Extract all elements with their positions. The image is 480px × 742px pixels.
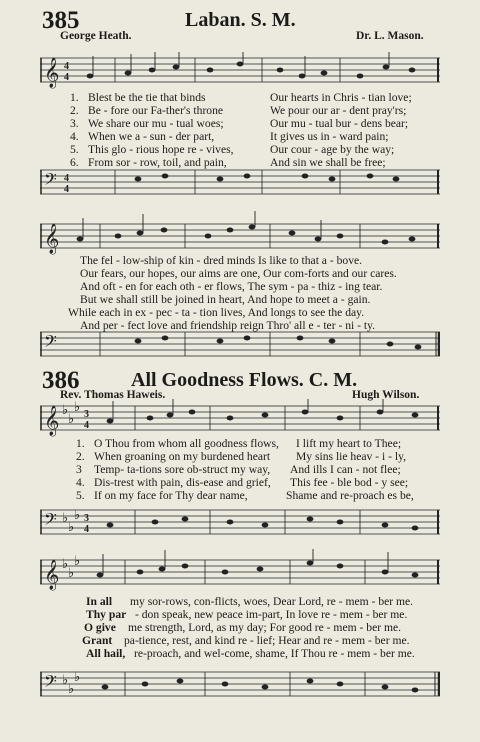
verse-text-second-half: This fee - ble bod - y see; bbox=[290, 476, 409, 489]
svg-text:4: 4 bbox=[64, 61, 69, 72]
verse-text-first-half: O Thou from whom all goodness flows, bbox=[94, 437, 279, 450]
svg-text:3: 3 bbox=[84, 513, 89, 524]
verse-text-first-half: From sor - row, toil, and pain, bbox=[88, 156, 227, 169]
lyricist-credit: Rev. Thomas Haweis. bbox=[60, 389, 166, 401]
verse-lead-words: All hail, bbox=[86, 647, 126, 660]
music-staff-bass bbox=[40, 500, 440, 540]
svg-text:4: 4 bbox=[84, 524, 89, 535]
verse-text: re-proach, and wel-come, shame, If Thou re - mem - ber me. bbox=[134, 647, 415, 660]
verse-text: pa-tience, rest, and kind re - lief; Hear and re - mem - ber me. bbox=[124, 634, 410, 647]
verse-number: 2. bbox=[76, 450, 85, 463]
svg-text:4: 4 bbox=[64, 72, 69, 83]
svg-text:♭: ♭ bbox=[62, 510, 69, 525]
music-staff-bass bbox=[40, 320, 440, 360]
verse-text-first-half: We share our mu - tual woes; bbox=[88, 117, 224, 130]
verse-number: 5. bbox=[76, 489, 85, 502]
music-staff-treble bbox=[40, 50, 440, 90]
svg-text:♭: ♭ bbox=[68, 681, 75, 696]
music-staff-bass bbox=[40, 660, 440, 704]
svg-text:𝄢: 𝄢 bbox=[44, 511, 57, 533]
verse-text: Our fears, our hopes, our aims are one, Our com-forts and our cares. bbox=[80, 267, 397, 280]
verse-text: The fel - low-ship of kin - dred minds Is like to that a - bove. bbox=[80, 254, 363, 267]
verse-number: 6. bbox=[70, 156, 79, 169]
verse-lead-words: Grant bbox=[82, 634, 113, 647]
music-staff-treble bbox=[40, 548, 440, 594]
verse-text: While each in ex - pec - ta - tion lives, And longs to see the day. bbox=[68, 306, 365, 319]
svg-text:𝄞: 𝄞 bbox=[44, 406, 60, 435]
verse-text-second-half: Our mu - tual bur - dens bear; bbox=[270, 117, 409, 130]
verse-number: 2. bbox=[70, 104, 79, 117]
svg-text:4: 4 bbox=[64, 173, 69, 184]
verse-text-second-half: My sins lie heav - i - ly, bbox=[296, 450, 407, 463]
verse-lead-words: Thy par bbox=[86, 608, 127, 621]
verse-text-first-half: When groaning on my burdened heart bbox=[94, 450, 271, 463]
hymn-number: 385 bbox=[42, 7, 80, 34]
svg-text:𝄢: 𝄢 bbox=[44, 673, 57, 695]
hymn-number: 386 bbox=[42, 367, 80, 394]
svg-text:4: 4 bbox=[64, 184, 69, 195]
svg-text:4: 4 bbox=[84, 420, 89, 431]
verse-text-first-half: Temp- ta-tions sore ob-struct my way, bbox=[94, 463, 271, 476]
verse-number: 1. bbox=[76, 437, 85, 450]
composer-credit: Dr. L. Mason. bbox=[356, 30, 424, 42]
music-staff-treble bbox=[40, 210, 440, 256]
verse-text-second-half: We pour our ar - dent pray'rs; bbox=[270, 104, 407, 117]
verse-text-second-half: And ills I can - not flee; bbox=[290, 463, 401, 476]
music-staff-bass bbox=[40, 160, 440, 200]
verse-text-first-half: If on my face for Thy dear name, bbox=[94, 489, 248, 502]
verse-text-second-half: Shame and re-proach es be, bbox=[286, 489, 414, 502]
svg-text:♭: ♭ bbox=[68, 519, 75, 534]
svg-text:♭: ♭ bbox=[74, 507, 81, 522]
verse-text-second-half: Our hearts in Chris - tian love; bbox=[270, 91, 412, 104]
verse-number: 4. bbox=[76, 476, 85, 489]
svg-text:3: 3 bbox=[84, 409, 89, 420]
svg-text:♭: ♭ bbox=[68, 565, 75, 580]
verse-number: 3. bbox=[70, 117, 79, 130]
svg-text:♭: ♭ bbox=[74, 669, 81, 684]
hymn-title: All Goodness Flows. C. M. bbox=[131, 369, 358, 391]
hymn-title: Laban. S. M. bbox=[185, 9, 296, 31]
svg-text:♭: ♭ bbox=[62, 556, 69, 571]
svg-text:♭: ♭ bbox=[62, 672, 69, 687]
verse-number: 3 bbox=[76, 463, 82, 476]
verse-text: me strength, Lord, as my day; For good re - mem - ber me. bbox=[128, 621, 402, 634]
svg-text:𝄞: 𝄞 bbox=[44, 560, 60, 589]
verse-text-second-half: And sin we shall be free; bbox=[270, 156, 386, 169]
verse-text-second-half: It gives us in - ward pain; bbox=[270, 130, 389, 143]
verse-text-first-half: Be - fore our Fa-ther's throne bbox=[88, 104, 224, 117]
svg-text:𝄢: 𝄢 bbox=[44, 171, 57, 193]
verse-number: 1. bbox=[70, 91, 79, 104]
svg-text:♭: ♭ bbox=[74, 553, 81, 568]
svg-text:♭: ♭ bbox=[74, 399, 81, 414]
lyricist-credit: George Heath. bbox=[60, 30, 132, 42]
verse-text: But we shall still be joined in heart, And hope to meet a - gain. bbox=[80, 293, 371, 306]
verse-lead-words: In all bbox=[86, 595, 113, 608]
verse-text: my sor-rows, con-flicts, woes, Dear Lord, re - mem - ber me. bbox=[130, 595, 414, 608]
verse-text: And per - fect love and friendship reign Thro' all e - ter - ni - ty. bbox=[80, 319, 376, 332]
verse-text-first-half: When we a - sun - der part, bbox=[88, 130, 215, 143]
svg-text:♭: ♭ bbox=[62, 402, 69, 417]
verse-text-first-half: Dis-trest with pain, dis-ease and grief, bbox=[94, 476, 271, 489]
verse-text: - don speak, new peace im-part, In love re - mem - ber me. bbox=[135, 608, 408, 621]
composer-credit: Hugh Wilson. bbox=[352, 389, 420, 401]
verse-text-first-half: This glo - rious hope re - vives, bbox=[88, 143, 234, 156]
music-staff-treble bbox=[40, 398, 440, 438]
verse-text-first-half: Blest be the tie that binds bbox=[88, 91, 206, 104]
verse-text-second-half: Our cour - age by the way; bbox=[270, 143, 395, 156]
verse-text: And oft - en for each oth - er flows, The sym - pa - thiz - ing tear. bbox=[80, 280, 383, 293]
svg-text:♭: ♭ bbox=[68, 411, 75, 426]
verse-number: 4. bbox=[70, 130, 79, 143]
verse-lead-words: O give bbox=[84, 621, 116, 634]
svg-text:𝄢: 𝄢 bbox=[44, 333, 57, 355]
svg-text:𝄞: 𝄞 bbox=[44, 58, 60, 88]
svg-text:𝄞: 𝄞 bbox=[44, 224, 60, 253]
verse-text-second-half: I lift my heart to Thee; bbox=[296, 437, 402, 450]
verse-number: 5. bbox=[70, 143, 79, 156]
